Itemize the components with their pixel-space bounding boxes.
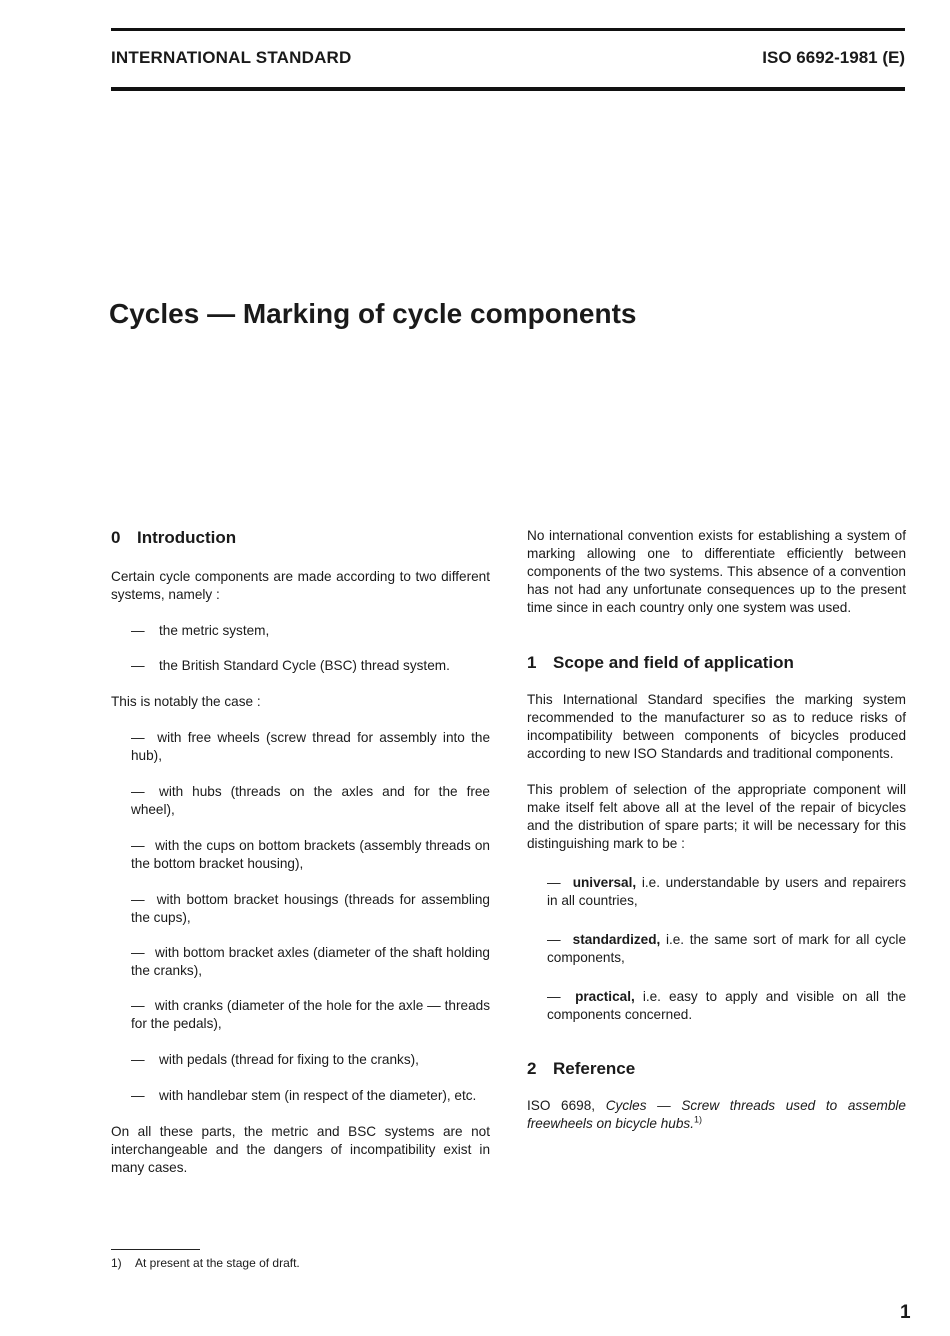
footnote-mark: 1): [111, 1256, 122, 1270]
section-2-heading: [527, 1058, 906, 1080]
dash-marker: —: [131, 945, 145, 960]
list-item: — with cranks (diameter of the hole for the axle — threads for the pedals),: [131, 998, 490, 1031]
list-item: — with the cups on bottom brackets (assembly threads on the bottom bracket housing),: [131, 838, 490, 871]
section-title: Scope and field of application: [553, 653, 794, 672]
section-number: 2: [527, 1059, 537, 1078]
case-paragraph: This is notably the case :: [111, 694, 261, 709]
requirement-term: universal,: [572, 875, 637, 890]
dash-marker: —: [131, 1052, 145, 1067]
page-number: 1: [900, 1302, 911, 1323]
intro-paragraph: Certain cycle components are made according to two different systems, namely :: [111, 569, 490, 602]
document-type: INTERNATIONAL STANDARD: [111, 48, 352, 67]
list-item: — universal, i.e. understandable by users and repairers in all countries,: [547, 875, 906, 908]
list-item: — the British Standard Cycle (BSC) thread system.: [131, 658, 450, 673]
list-item: — with free wheels (screw thread for assembly into the hub),: [131, 730, 491, 763]
list-item: — with bottom bracket housings (threads for assembling the cups),: [131, 892, 490, 925]
dash-marker: —: [131, 623, 145, 638]
list-item: — standardized, i.e. the same sort of mark for all cycle components,: [547, 932, 907, 965]
footnote-rule: [111, 1249, 200, 1250]
dash-marker: —: [131, 658, 145, 673]
list-item: — with pedals (thread for fixing to the cranks),: [131, 1052, 419, 1067]
header-bottom-rule: [111, 87, 905, 91]
footnote-text: At present at the stage of draft.: [135, 1256, 300, 1270]
dash-marker: —: [131, 892, 145, 907]
requirement-term: practical,: [575, 989, 635, 1004]
closing-paragraph: On all these parts, the metric and BSC systems are not interchangeable and the dangers of incompatibility exist in many cases.: [111, 1124, 490, 1175]
list-item: — practical, i.e. easy to apply and visible on all the components concerned.: [547, 989, 906, 1022]
right-column: [527, 527, 906, 1133]
list-item: — with handlebar stem (in respect of the diameter), etc.: [131, 1088, 477, 1103]
section-title: Reference: [553, 1059, 636, 1078]
left-column: [111, 527, 490, 1177]
section-0-heading: [111, 527, 490, 549]
dash-marker: —: [547, 875, 561, 890]
footnote-reference: 1): [694, 1114, 703, 1125]
section-number: 0: [111, 528, 121, 547]
reference-entry: [527, 1097, 906, 1133]
dash-marker: —: [547, 932, 561, 947]
scope-paragraph: This International Standard specifies the marking system recommended to the manufacturer so as to reduce risks of incompatibility between components of bicycles produced according to new ISO Standards and traditional components.: [527, 692, 906, 761]
requirement-term: standardized,: [572, 932, 661, 947]
list-item: — the metric system,: [131, 623, 270, 638]
document-title: Cycles — Marking of cycle components: [109, 298, 637, 329]
dash-marker: —: [547, 989, 561, 1004]
reference-code: ISO 6698,: [527, 1098, 596, 1113]
section-1-heading: [527, 652, 906, 674]
scope-paragraph: This problem of selection of the appropriate component will make itself felt above all at the level of the repair of bicycles and the distribution of spare parts; it will be necessary for this distinguishing mark to be :: [527, 782, 906, 851]
list-item: — with bottom bracket axles (diameter of the shaft holding the cranks),: [131, 945, 490, 978]
dash-marker: —: [131, 730, 145, 745]
section-number: 1: [527, 653, 537, 672]
standard-number: ISO 6692-1981 (E): [762, 48, 905, 67]
header-top-rule: [111, 28, 905, 31]
dash-marker: —: [131, 998, 145, 1013]
dash-marker: —: [131, 838, 145, 853]
dash-marker: —: [131, 784, 145, 799]
footnote: [111, 1256, 300, 1270]
intro-continuation-paragraph: No international convention exists for establishing a system of marking allowing one to differentiate efficiently between components of the two systems. This absence of a convention has not had any unfortunate consequences up to the present time since in each country only one system was used.: [527, 528, 906, 615]
reference-title: Cycles — Screw threads used to assemble freewheels on bicycle hubs.: [527, 1098, 906, 1131]
dash-marker: —: [131, 1088, 145, 1103]
list-item: — with hubs (threads on the axles and for the free wheel),: [131, 784, 490, 817]
section-title: Introduction: [137, 528, 237, 547]
